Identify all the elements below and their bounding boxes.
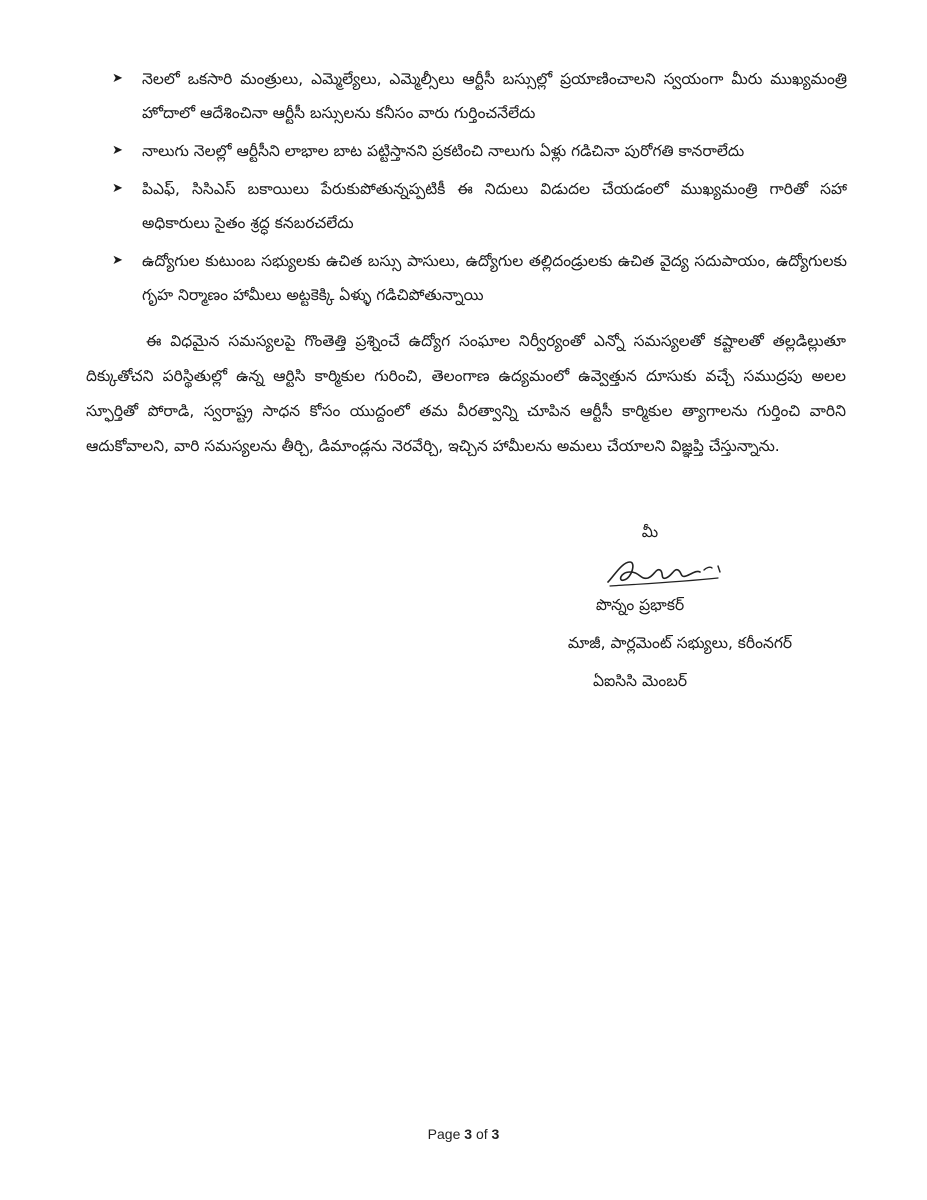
bullet-item [112,134,847,168]
bullet-text: నెలలో ఒకసారి మంత్రులు, ఎమ్మెల్యేలు, ఎమ్మెల్సీలు ఆర్టీసీ బస్సుల్లో ప్రయాణించాలని స్వయంగా మీరు ముఖ్యమంత్రి హోదాలో ఆదేశించినా ఆర్టీసీ బస్సులను కనీసం వారు గుర్తించనేలేదు [142,70,847,122]
bullet-text: పిఎఫ్, సిసిఎస్ బకాయిలు పేరుకుపోతున్నప్పటికీ ఈ నిదులు విడుదల చేయడంలో ముఖ్యమంత్రి గారితో సహా అధికారులు సైతం శ్రద్ధ కనబరచలేదు [142,180,847,232]
signatory-membership: ఏఐసిసి మెంబర్ [592,672,688,690]
bullet-text: ఉద్యోగుల కుటుంబ సభ్యులకు ఉచిత బస్సు పాసులు, ఉద్యోగుల తల్లిదండ్రులకు ఉచిత వైద్య సదుపాయం, ఉద్యోగులకు గృహ నిర్మాణం హామీలు అట్టకెక్కి ఏళ్ళు గడిచిపోతున్నాయి [142,252,847,304]
bullet-item [112,172,847,240]
signatory-name: పొన్నం ప్రభాకర్ [595,596,685,614]
of-label: of [475,1126,488,1142]
arrow-bullet-icon: ➤ [112,253,123,268]
bullet-item [112,244,847,312]
current-page-number: 3 [464,1126,473,1142]
closing-word: మీ [641,523,659,541]
arrow-bullet-icon: ➤ [112,181,123,196]
handwritten-signature [600,548,740,592]
arrow-bullet-icon: ➤ [112,71,123,86]
arrow-bullet-icon: ➤ [112,143,123,158]
signatory-title: మాజీ, పార్లమెంట్ సభ్యులు, కరీంనగర్ [567,634,793,652]
bullet-item [112,62,847,130]
page-footer [0,1126,927,1142]
page-label: Page [427,1126,461,1142]
body-paragraph: ఈ విధమైన సమస్యలపై గొంతెత్తి ప్రశ్నించే ఉద్యోగ సంఘాల నిర్వీర్యంతో ఎన్నో సమస్యలతో కష్టాలతో తల్లడిల్లుతూ దిక్కుతోచని పరిస్థితుల్లో ఉన్న ఆర్టిసి కార్మికుల గురించి, తెలంగాణ ఉద్యమంలో ఉవ్వెత్తున దూసుకు వచ్చే సముద్రపు అలల స్ఫూర్తితో పోరాడి, స్వరాష్ట్ర సాధన కోసం యుద్దంలో తమ వీరత్వాన్ని చూపిన ఆర్టీసీ కార్మికుల త్యాగాలను గుర్తించి వారిని ఆదుకోవాలని, వారి సమస్యలను తీర్చి, డిమాండ్లను నెరవేర్చి, ఇచ్చిన హామీలను అమలు చేయాలని విజ్ఞప్తి చేస్తున్నాను. [86,332,846,455]
bullet-list [112,62,847,316]
bullet-text: నాలుగు నెలల్లో ఆర్టీసీని లాభాల బాట పట్టిస్తానని ప్రకటించి నాలుగు ఏళ్లు గడిచినా పురోగతి కానరాలేదు [142,142,745,160]
total-page-number: 3 [491,1126,500,1142]
